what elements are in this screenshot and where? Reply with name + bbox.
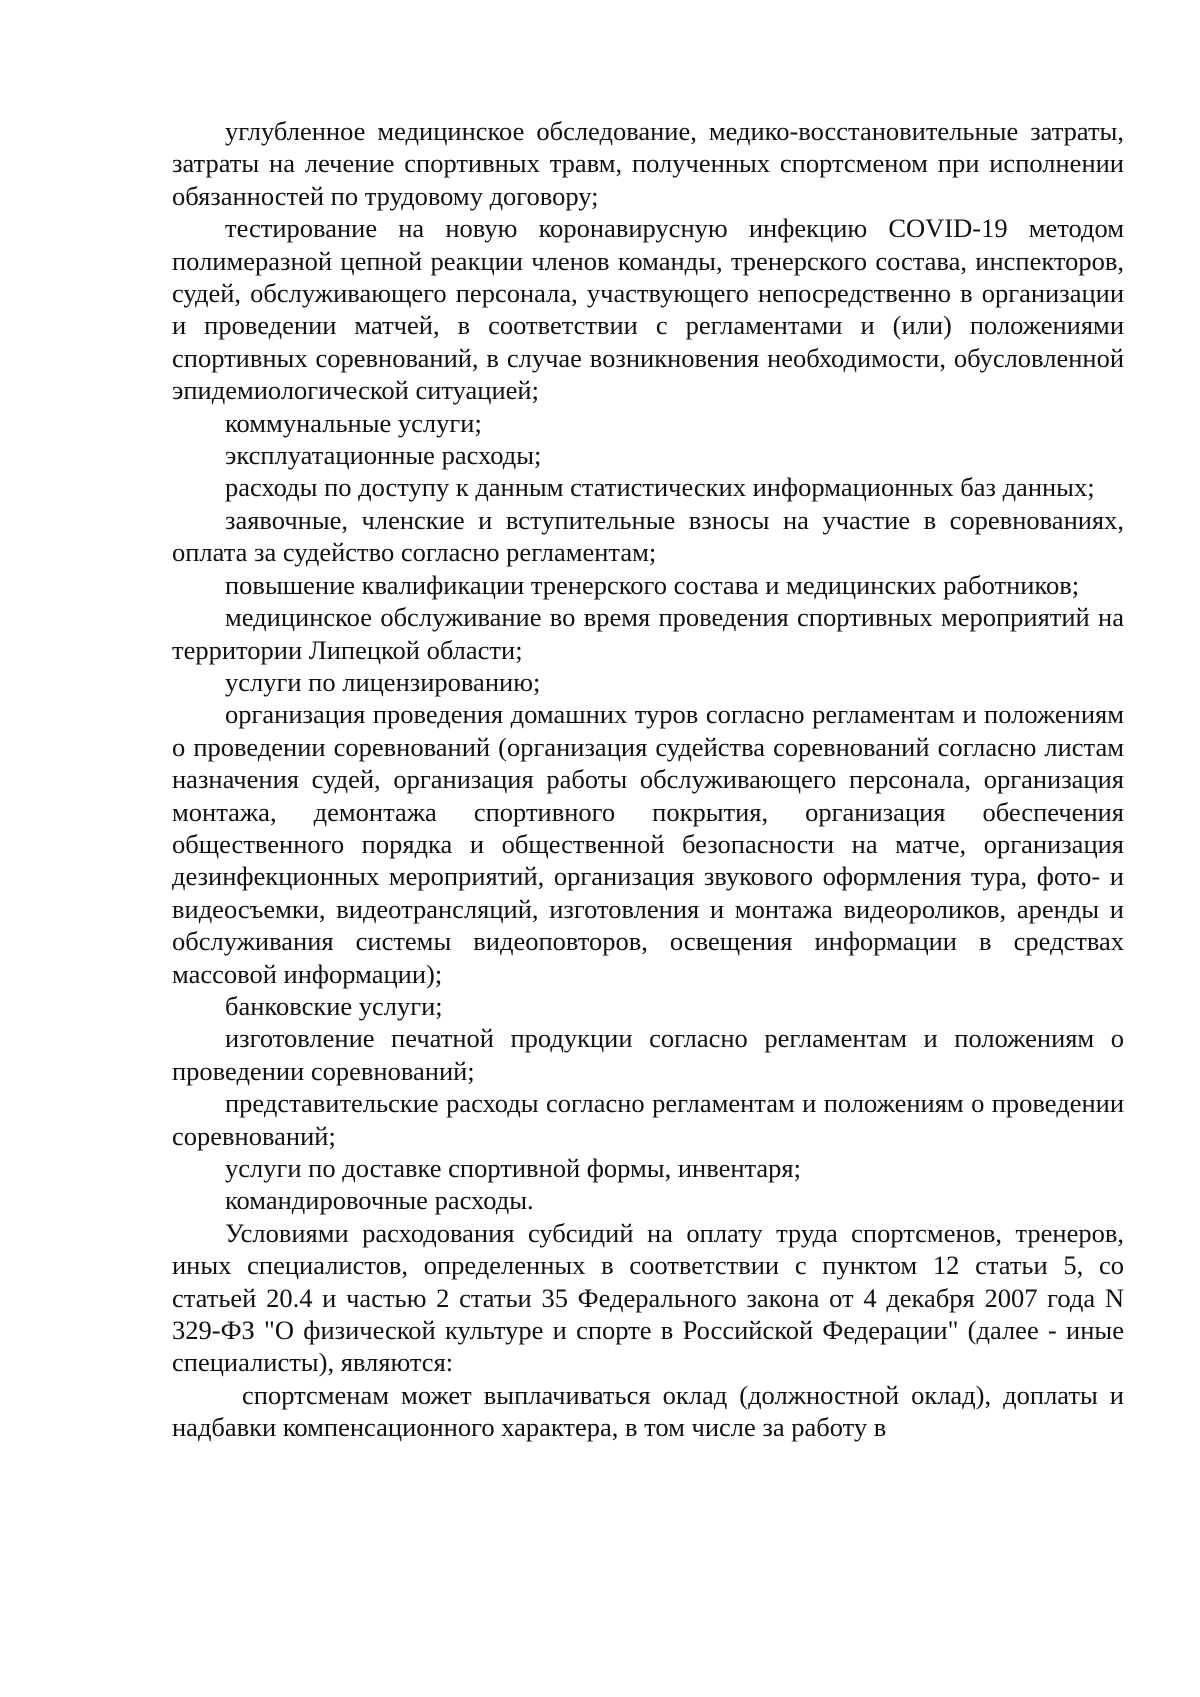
- paragraph-printing: изготовление печатной продукции согласно регламентам и положениям о проведении соревнований;: [172, 1023, 1124, 1086]
- paragraph-qualification: повышение квалификации тренерского состава и медицинских работников;: [225, 569, 1080, 600]
- paragraph-home-tours: организация проведения домашних туров согласно регламентам и положениям о проведении соревнований (организация судейства соревнований согласно листам назначения судей, организация работы обслуживающего персонала, организация монтажа, демонтажа спортивного покрытия, организация обеспечения общественного порядка и общественной безопасности на матче, организация дезинфекционных мероприятий, организация звукового оформления тура, фото- и видеосъемки, видеотрансляций, изготовления и монтажа видеороликов, аренды и обслуживания системы видеоповторов, освещения информации в средствах массовой информации);: [172, 699, 1124, 989]
- paragraph-athlete-salary: спортсменам может выплачиваться оклад (должностной оклад), доплаты и надбавки компенсационного характера, в том числе за работу в: [172, 1379, 1124, 1443]
- paragraph-licensing: услуги по лицензированию;: [225, 666, 541, 697]
- paragraph-operating-expenses: эксплуатационные расходы;: [225, 440, 542, 471]
- paragraph-representation: представительские расходы согласно регламентам и положениям о проведении соревнований;: [172, 1088, 1124, 1151]
- paragraph-conditions: Условиями расходования субсидий на оплату труда спортсменов, тренеров, иных специалистов, определенных в соответствии с пунктом 12 статьи 5, со статьей 20.4 и частью 2 статьи 35 Федерального закона от 4 декабря 2007 года N 329-ФЗ "О физической культуре и спорте в Российской Федерации" (далее - иные специалисты), являются:: [172, 1217, 1124, 1378]
- paragraph-covid-testing: тестирование на новую коронавирусную инфекцию COVID-19 методом полимеразной цепной реакции членов команды, тренерского состава, инспекторов, судей, обслуживающего персонала, участвующего непосредственно в организации и проведении матчей, в соответствии с регламентами и (или) положениями спортивных соревнований, в случае возникновения необходимости, обусловленной эпидемиологической ситуацией;: [172, 213, 1124, 406]
- paragraph-banking: банковские услуги;: [225, 990, 443, 1021]
- paragraph-utilities: коммунальные услуги;: [225, 407, 482, 438]
- document-page: [172, 115, 1124, 1444]
- paragraph-delivery: услуги по доставке спортивной формы, инвентаря;: [225, 1153, 801, 1183]
- paragraph-medical-examination: углубленное медицинское обследование, медико-восстановительные затраты, затраты на лечение спортивных травм, полученных спортсменом при исполнении обязанностей по трудовому договору;: [172, 116, 1124, 211]
- paragraph-travel: командировочные расходы.: [225, 1185, 534, 1216]
- paragraph-entry-fees: заявочные, членские и вступительные взносы на участие в соревнованиях, оплата за судейство согласно регламентам;: [172, 504, 1124, 568]
- paragraph-medical-service: медицинское обслуживание во время проведения спортивных мероприятий на территории Липецкой области;: [172, 602, 1124, 665]
- paragraph-database-access: расходы по доступу к данным статистических информационных баз данных;: [225, 472, 1095, 503]
